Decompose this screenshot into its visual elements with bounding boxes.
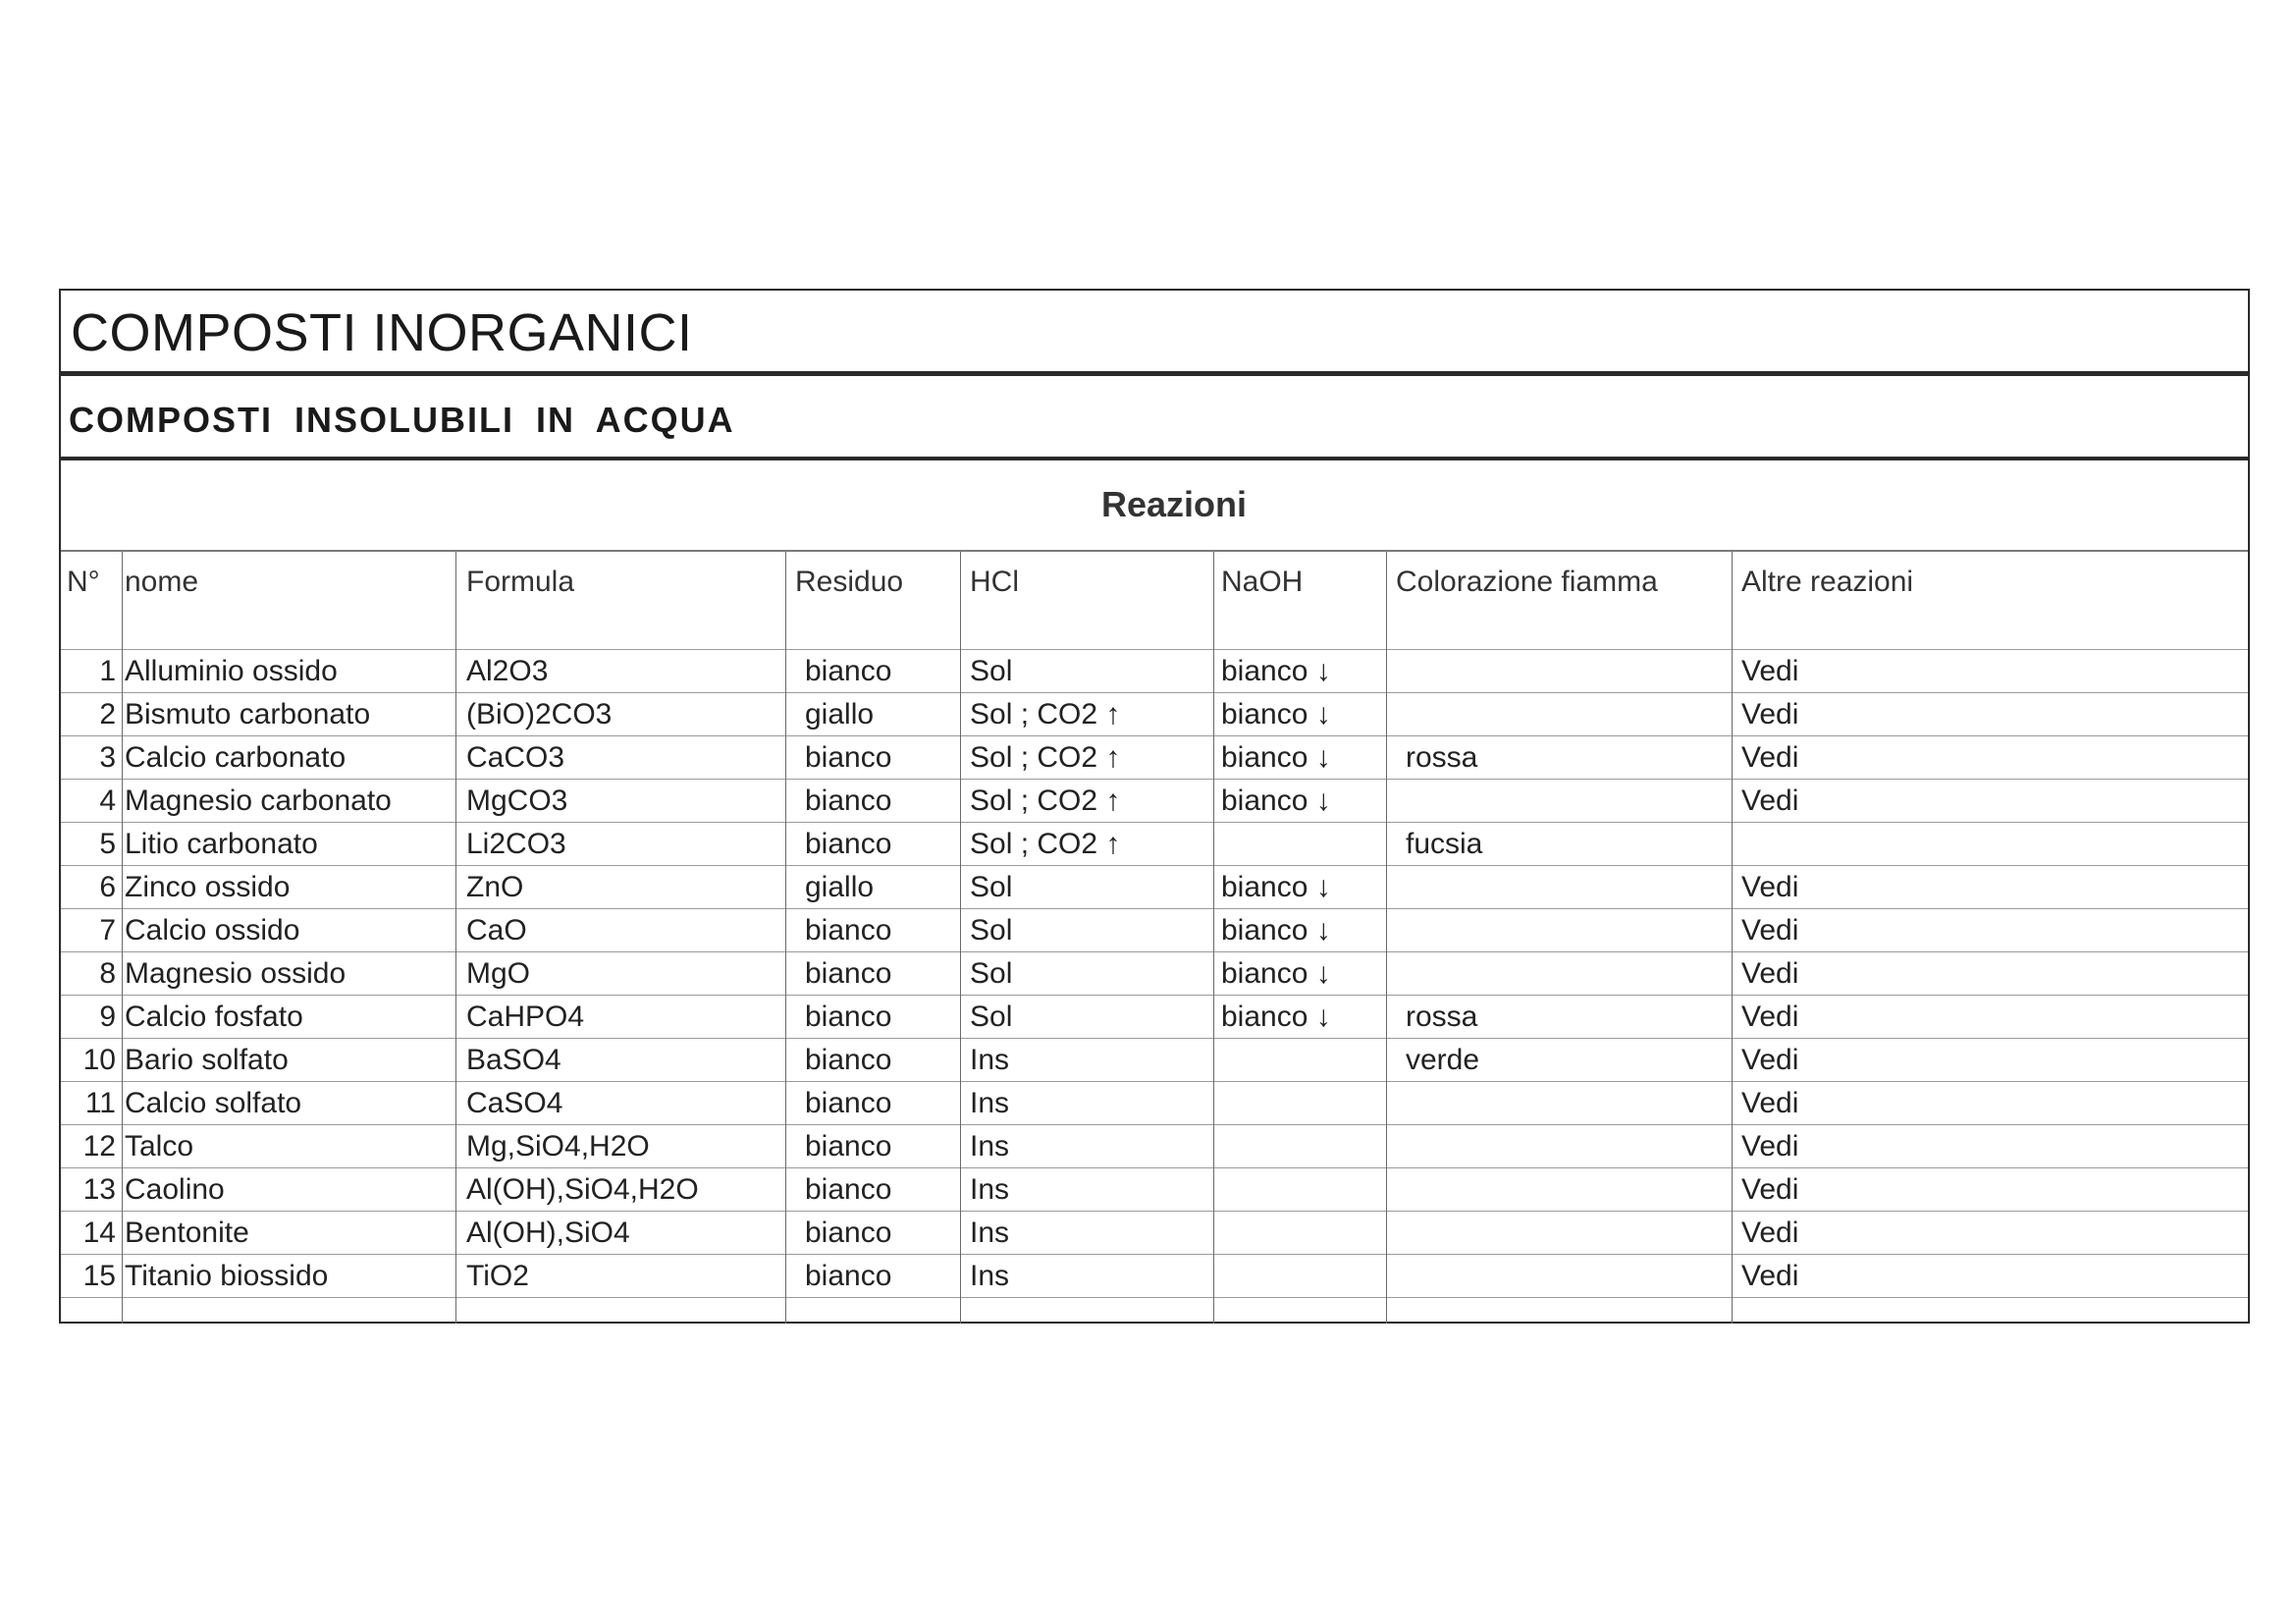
cell-residue: bianco <box>805 655 892 687</box>
cell-formula: TiO2 <box>466 1260 529 1292</box>
header-hcl: HCl <box>970 566 1019 598</box>
cell-other: Vedi <box>1741 1130 1799 1163</box>
cell-name: Talco <box>125 1130 194 1163</box>
cell-other: Vedi <box>1741 914 1799 947</box>
cell-formula: ZnO <box>466 871 524 903</box>
cell-name: Titanio biossido <box>125 1260 329 1292</box>
cell-num: 4 <box>99 784 116 817</box>
cell-flame <box>1388 952 1734 995</box>
cell-other: Vedi <box>1741 698 1799 730</box>
table-row <box>61 650 2248 693</box>
cell-flame <box>1388 866 1734 908</box>
cell-hcl: Ins <box>970 1044 1010 1076</box>
cell-flame: fucsia <box>1406 828 1483 860</box>
cell-num: 10 <box>82 1044 116 1076</box>
cell-hcl: Sol <box>970 1001 1013 1033</box>
table-row <box>61 736 2248 780</box>
cell-formula: CaHPO4 <box>466 1001 585 1033</box>
table-row <box>61 1255 2248 1298</box>
cell-naoh: bianco ↓ <box>1221 741 1331 774</box>
cell-residue: giallo <box>805 871 875 903</box>
cell-num: 9 <box>99 1001 116 1033</box>
cell-num: 15 <box>82 1260 116 1292</box>
cell-flame: verde <box>1406 1044 1480 1076</box>
cell-num: 14 <box>82 1217 116 1249</box>
cell-name: Bario solfato <box>125 1044 289 1076</box>
cell-naoh: bianco ↓ <box>1221 1001 1331 1033</box>
cell-hcl: Sol <box>970 655 1013 687</box>
cell-flame <box>1388 1082 1734 1124</box>
cell-formula: Mg,SiO4,H2O <box>466 1130 650 1163</box>
cell-flame <box>1388 1168 1734 1211</box>
cell-other: Vedi <box>1741 1001 1799 1033</box>
table-row <box>61 909 2248 952</box>
cell-name: Calcio carbonato <box>125 741 347 774</box>
cell-formula: BaSO4 <box>466 1044 561 1076</box>
table-header-row <box>61 552 2248 650</box>
cell-name: Calcio ossido <box>125 914 300 947</box>
cell-residue: bianco <box>805 1044 892 1076</box>
cell-flame: rossa <box>1406 1001 1478 1033</box>
cell-num: 13 <box>82 1173 116 1206</box>
cell-other: Vedi <box>1741 741 1799 774</box>
cell-name: Calcio solfato <box>125 1087 302 1119</box>
cell-naoh <box>1215 1125 1388 1167</box>
column-divider <box>455 552 456 1324</box>
cell-num: 3 <box>99 741 116 774</box>
cell-formula: CaO <box>466 914 527 947</box>
table-row <box>61 1039 2248 1082</box>
table-row <box>61 1082 2248 1125</box>
cell-formula: Al(OH),SiO4 <box>466 1217 630 1249</box>
cell-residue: bianco <box>805 1217 892 1249</box>
cell-residue: bianco <box>805 1260 892 1292</box>
cell-formula: MgCO3 <box>466 784 568 817</box>
column-divider <box>1732 552 1733 1324</box>
cell-naoh <box>1215 1168 1388 1211</box>
cell-hcl: Ins <box>970 1217 1010 1249</box>
cell-formula: (BiO)2CO3 <box>466 698 613 730</box>
table-row <box>61 952 2248 996</box>
cell-flame: rossa <box>1406 741 1478 774</box>
cell-num: 8 <box>99 957 116 990</box>
column-divider <box>785 552 786 1324</box>
cell-naoh: bianco ↓ <box>1221 914 1331 947</box>
cell-naoh <box>1215 823 1388 865</box>
cell-name: Litio carbonato <box>125 828 318 860</box>
table-row <box>61 1168 2248 1212</box>
document-title: COMPOSTI INORGANICI <box>61 291 2248 376</box>
cell-num: 11 <box>84 1087 116 1119</box>
cell-naoh <box>1215 1212 1388 1254</box>
cell-flame <box>1388 909 1734 951</box>
cell-other: Vedi <box>1741 1173 1799 1206</box>
header-num: N° <box>67 566 100 598</box>
table-row <box>61 823 2248 866</box>
column-divider <box>122 552 123 1324</box>
cell-num: 6 <box>99 871 116 903</box>
cell-residue: bianco <box>805 741 892 774</box>
cell-name: Magnesio ossido <box>125 957 347 990</box>
document-sheet <box>59 289 2250 1324</box>
cell-name: Bentonite <box>125 1217 249 1249</box>
cell-residue: bianco <box>805 1087 892 1119</box>
cell-name: Alluminio ossido <box>125 655 338 687</box>
cell-name: Magnesio carbonato <box>125 784 392 817</box>
column-divider <box>1386 552 1387 1324</box>
cell-naoh: bianco ↓ <box>1221 698 1331 730</box>
header-residue: Residuo <box>795 566 904 598</box>
cell-hcl: Sol <box>970 914 1013 947</box>
cell-hcl: Sol ; CO2 ↑ <box>970 741 1121 774</box>
table-row <box>61 866 2248 909</box>
cell-hcl: Ins <box>970 1130 1010 1163</box>
cell-naoh: bianco ↓ <box>1221 871 1331 903</box>
cell-other: Vedi <box>1741 1087 1799 1119</box>
cell-name: Zinco ossido <box>125 871 291 903</box>
cell-num: 12 <box>82 1130 116 1163</box>
cell-naoh <box>1215 1082 1388 1124</box>
header-other: Altre reazioni <box>1741 566 1914 598</box>
cell-naoh <box>1215 1255 1388 1297</box>
cell-hcl: Sol <box>970 871 1013 903</box>
header-formula: Formula <box>466 566 575 598</box>
cell-name: Calcio fosfato <box>125 1001 303 1033</box>
cell-flame <box>1388 1125 1734 1167</box>
cell-flame <box>1388 1255 1734 1297</box>
cell-num: 2 <box>99 698 116 730</box>
cell-other: Vedi <box>1741 1044 1799 1076</box>
header-name: nome <box>125 566 199 598</box>
table-row <box>61 693 2248 736</box>
cell-naoh <box>1215 1039 1388 1081</box>
cell-other: Vedi <box>1741 957 1799 990</box>
cell-formula: CaSO4 <box>466 1087 563 1119</box>
cell-flame <box>1388 1212 1734 1254</box>
cell-hcl: Ins <box>970 1173 1010 1206</box>
cell-formula: Al(OH),SiO4,H2O <box>466 1173 699 1206</box>
cell-residue: bianco <box>805 1130 892 1163</box>
cell-residue: giallo <box>805 698 875 730</box>
table-row <box>61 1212 2248 1255</box>
cell-residue: bianco <box>805 828 892 860</box>
cell-name: Caolino <box>125 1173 225 1206</box>
cell-hcl: Sol <box>970 957 1013 990</box>
cell-residue: bianco <box>805 957 892 990</box>
cell-other: Vedi <box>1741 784 1799 817</box>
cell-formula: Li2CO3 <box>466 828 566 860</box>
cell-hcl: Sol ; CO2 ↑ <box>970 698 1121 730</box>
cell-other: Vedi <box>1741 871 1799 903</box>
cell-hcl: Sol ; CO2 ↑ <box>970 784 1121 817</box>
cell-other: Vedi <box>1741 1260 1799 1292</box>
section-title: Reazioni <box>61 460 2248 552</box>
table-row <box>61 780 2248 823</box>
table-row <box>61 996 2248 1039</box>
cell-residue: bianco <box>805 1001 892 1033</box>
cell-num: 7 <box>99 914 116 947</box>
cell-flame <box>1388 650 1734 692</box>
cell-flame <box>1388 780 1734 822</box>
cell-residue: bianco <box>805 914 892 947</box>
cell-hcl: Sol ; CO2 ↑ <box>970 828 1121 860</box>
document-subtitle: COMPOSTI INSOLUBILI IN ACQUA <box>61 376 2248 460</box>
cell-formula: Al2O3 <box>466 655 549 687</box>
header-flame: Colorazione fiamma <box>1396 566 1658 598</box>
cell-other: Vedi <box>1741 1217 1799 1249</box>
cell-residue: bianco <box>805 784 892 817</box>
cell-naoh: bianco ↓ <box>1221 655 1331 687</box>
table-row <box>61 1125 2248 1168</box>
cell-other <box>1734 823 2252 865</box>
cell-num: 5 <box>99 828 116 860</box>
cell-name: Bismuto carbonato <box>125 698 371 730</box>
compounds-table <box>61 552 2248 1324</box>
cell-naoh: bianco ↓ <box>1221 784 1331 817</box>
cell-other: Vedi <box>1741 655 1799 687</box>
cell-naoh: bianco ↓ <box>1221 957 1331 990</box>
cell-flame <box>1388 693 1734 735</box>
column-divider <box>960 552 961 1324</box>
cell-formula: MgO <box>466 957 531 990</box>
cell-formula: CaCO3 <box>466 741 565 774</box>
cell-hcl: Ins <box>970 1087 1010 1119</box>
cell-hcl: Ins <box>970 1260 1010 1292</box>
column-divider <box>1213 552 1214 1324</box>
cell-residue: bianco <box>805 1173 892 1206</box>
header-naoh: NaOH <box>1221 566 1304 598</box>
cell-num: 1 <box>99 655 116 687</box>
